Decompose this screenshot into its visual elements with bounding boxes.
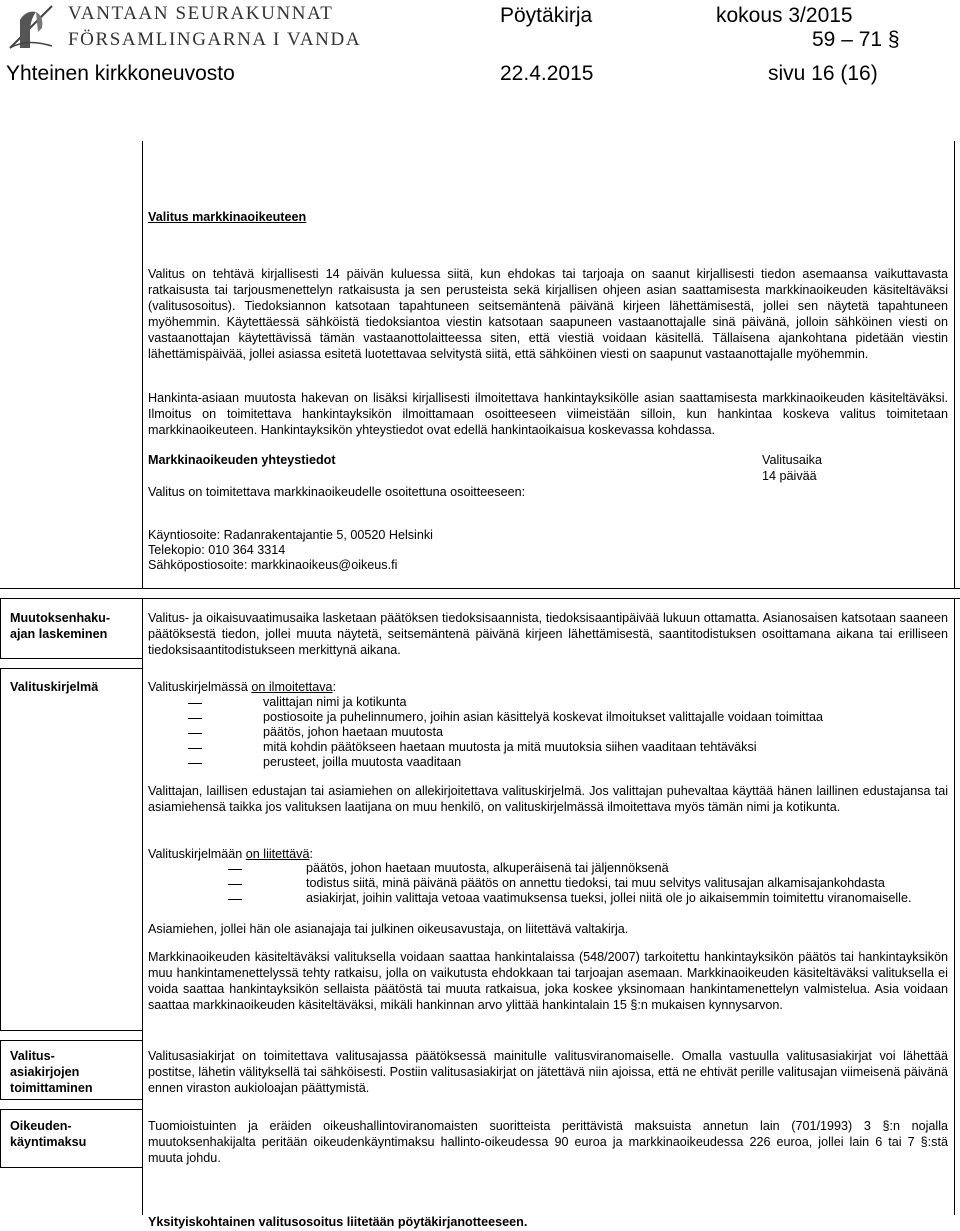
frame-line: [954, 141, 955, 588]
org-name-swedish: FÖRSAMLINGARNA I VANDA: [68, 29, 362, 50]
visit-address: Käyntiosoite: Radanrakentajantie 5, 00520 Helsinki: [148, 528, 433, 542]
org-name-finnish: VANTAAN SEURAKUNNAT: [68, 3, 334, 24]
label-delivery-3: toimittaminen: [10, 1081, 93, 1095]
list-item: perusteet, joilla muutosta vaaditaan: [188, 755, 823, 770]
delivery-text: Valitusasiakirjat on toimitettava valitusajassa päätöksessä mainitulle valitusviranomaiselle. Omalla vastuulla valitusasiakirjat voi lähettää postitse, lähetin välityksellä tai sähköisesti. Postiin valitusasiakirjat on jätettävä niin ajoissa, että ne ehtivät perille valitusajan viimeisenä päivänä ennen viraston aukioloajan päättymistä.: [148, 1049, 948, 1095]
label-appeal-document: Valituskirjelmä: [10, 680, 99, 694]
address-instruction: Valitus on toimitettava markkinaoikeudelle osoitettuna osoitteeseen:: [148, 485, 526, 499]
deadline-label: Valitusaika: [762, 453, 822, 467]
page-number: sivu 16 (16): [768, 62, 878, 85]
market-court-paragraph: Valitus on tehtävä kirjallisesti 14 päivän kuluessa siitä, kun ehdokas tai tarjoaja on saanut kirjallisesti tiedon asemaansa vaikuttavasta ratkaisusta tai tarjousmenettelyn ratkaisusta ja sen perusteista sekä kirjallisen ohjeen asian saattamisesta markkinaoikeuden käsiteltäväksi (valitusosoitus). Tiedoksiannon katsotaan tapahtuneen seitsemäntenä päivänä kirjeen lähettämisestä, jollei sen näytetä tapahtuneen myöhemmin. Käytettäessä sähköistä tiedoksiantoa viestin katsotaan saapuneen vastaanottajalle sinä päivänä, jolloin sähköinen viesti on vastaanottajan käytettävissä tämän vastaanottolaitteessa siten, että viestiä voidaan käsitellä. Tällaisena ajankohtana pidetään viestin lähettämispäivää, jollei asiassa esitetä luotettavaa selvitystä siitä, että sähköinen viesti on saapunut vastaanottajalle myöhemmin.: [148, 267, 948, 361]
frame-line: [954, 598, 955, 1215]
attorney-text: Asiamiehen, jollei hän ole asianajaja tai julkinen oikeusavustaja, on liitettävä valtakirja.: [148, 922, 629, 936]
frame-line: [0, 1030, 142, 1031]
list-item: päätös, johon haetaan muutosta: [188, 725, 823, 740]
appeal-items-list: [188, 695, 823, 770]
frame-line: [0, 1040, 1, 1099]
frame-line: [0, 668, 142, 669]
appeal-signature-text: Valittajan, laillisen edustajan tai asiamiehen on allekirjoitettava valituskirjelmä. Jos valittajan puhevaltaa käyttää hänen laillinen edustajansa tai asiamiehensä taikka jos valituksen laatijana on muu henkilö, on valituskirjelmässä ilmoitettava myös tämän nimi ja kotikunta.: [148, 784, 948, 814]
list-item: valittajan nimi ja kotikunta: [188, 695, 823, 710]
label-deadline-calc-1: Muutoksenhaku-: [10, 611, 111, 625]
frame-line: [0, 1099, 142, 1100]
column-divider: [142, 598, 143, 1215]
list-item: mitä kohdin päätökseen haetaan muutosta ja mitä muutoksia siihen vaaditaan tehtäväksi: [188, 740, 823, 755]
frame-line: [0, 588, 960, 589]
meeting-date: 22.4.2015: [500, 62, 594, 85]
frame-line: [0, 1167, 142, 1168]
attachments-list: [228, 861, 911, 906]
frame-line: [0, 1109, 1, 1167]
deadline-calc-text: Valitus- ja oikaisuvaatimusaika lasketaan päätöksen tiedoksisaannista, tiedoksisaantipäivää lukuun ottamatta. Asianosaisen katsotaan saaneen päätöksestä tiedon, jollei muuta näytetä, seitsemäntenä päivänä kirjeen lähettämisestä, saantitodistuksen osoittamana aikana tai erilliseen tiedoksisaantitodistukseen merkittynä aikana.: [148, 611, 948, 657]
attachments-intro: Valituskirjelmään on liitettävä:: [148, 847, 313, 861]
market-court-note: Markkinaoikeuden käsiteltäväksi valituksella voidaan saattaa hankintalaissa (548/2007) tarkoitettu hankintayksikön päätös tai hankintayksikön muu hankintamenettelyssä tehty ratkaisu, jolla on vaikutusta ehdokkaan tai tarjoajan asemaan. Markkinaoikeuden käsiteltäväksi valituksella ei voida saattaa hankintayksikön sellaista päätöstä tai muuta ratkaisua, joka koskee yksinomaan hankintamenettelyn valmistelua. Asia voidaan saattaa markkinaoikeuden käsiteltäväksi, mikäli hankinnan arvo ylittää hankintalain 15 §:n mukaisen kynnysarvon.: [148, 950, 948, 1012]
market-court-notice-paragraph: Hankinta-asiaan muutosta hakevan on lisäksi kirjallisesti ilmoitettava hankintayksikölle asian saattamisesta markkinaoikeuden käsiteltäväksi. Ilmoitus on toimitettava hankintayksikön ilmoittamaan osoitteeseen viimeistään silloin, kun hankintaa koskeva valitus toimitetaan markkinaoikeuteen. Hankintayksikön yhteystiedot ovat edellä hankintaoikaisua koskevassa kohdassa.: [148, 391, 948, 437]
email-address: Sähköpostiosoite: markkinaoikeus@oikeus.fi: [148, 558, 398, 572]
paragraph-range: 59 – 71 §: [812, 28, 900, 51]
label-delivery-1: Valitus-: [10, 1049, 55, 1063]
label-fee-2: käyntimaksu: [10, 1135, 87, 1149]
label-delivery-2: asiakirjojen: [10, 1065, 80, 1079]
list-item: päätös, johon haetaan muutosta, alkuperäisenä tai jäljennöksenä: [228, 861, 911, 876]
frame-line: [142, 141, 143, 588]
document-title: Pöytäkirja: [500, 4, 593, 27]
label-deadline-calc-2: ajan laskeminen: [10, 627, 108, 641]
frame-line: [0, 658, 142, 659]
contact-heading: Markkinaoikeuden yhteystiedot: [148, 453, 336, 467]
frame-line: [0, 598, 1, 658]
frame-line: [0, 668, 1, 1030]
frame-line: [0, 1109, 142, 1110]
governing-body: Yhteinen kirkkoneuvosto: [6, 62, 235, 85]
deadline-value: 14 päivää: [762, 469, 817, 483]
market-court-heading: Valitus markkinaoikeuteen: [148, 210, 307, 224]
fax-number: Telekopio: 010 364 3314: [148, 543, 286, 557]
label-fee-1: Oikeuden-: [10, 1119, 72, 1133]
frame-line: [0, 1040, 142, 1041]
privacy-note: Yksityiskohtainen valitusosoitus liitetään pöytäkirjanotteeseen.: [148, 1215, 528, 1229]
list-item: todistus siitä, minä päivänä päätös on annettu tiedoksi, tai muu selvitys valitusajan alkamisajankohdasta: [228, 876, 911, 891]
church-logo: [6, 2, 56, 52]
meeting-number: kokous 3/2015: [716, 4, 853, 27]
list-item: asiakirjat, joihin valittaja vetoaa vaatimuksensa tueksi, jollei niitä ole jo aikaisemmin toimitettu viranomaiselle.: [228, 891, 911, 906]
fee-text: Tuomioistuinten ja eräiden oikeushallintoviranomaisten suoritteista perittävistä maksuista annetun lain (701/1993) 3 §:n nojalla muutoksenhakijalta peritään oikeudenkäyntimaksu hallinto-oikeudessa 90 euroa ja markkinaoikeudessa 226 euroa, jollei lain 6 tai 7 §:stä muuta johdu.: [148, 1119, 948, 1165]
frame-line: [0, 598, 960, 599]
list-item: postiosoite ja puhelinnumero, joihin asian käsittelyä koskevat ilmoitukset valittajalle voidaan toimittaa: [188, 710, 823, 725]
appeal-intro: Valituskirjelmässä on ilmoitettava:: [148, 680, 337, 694]
